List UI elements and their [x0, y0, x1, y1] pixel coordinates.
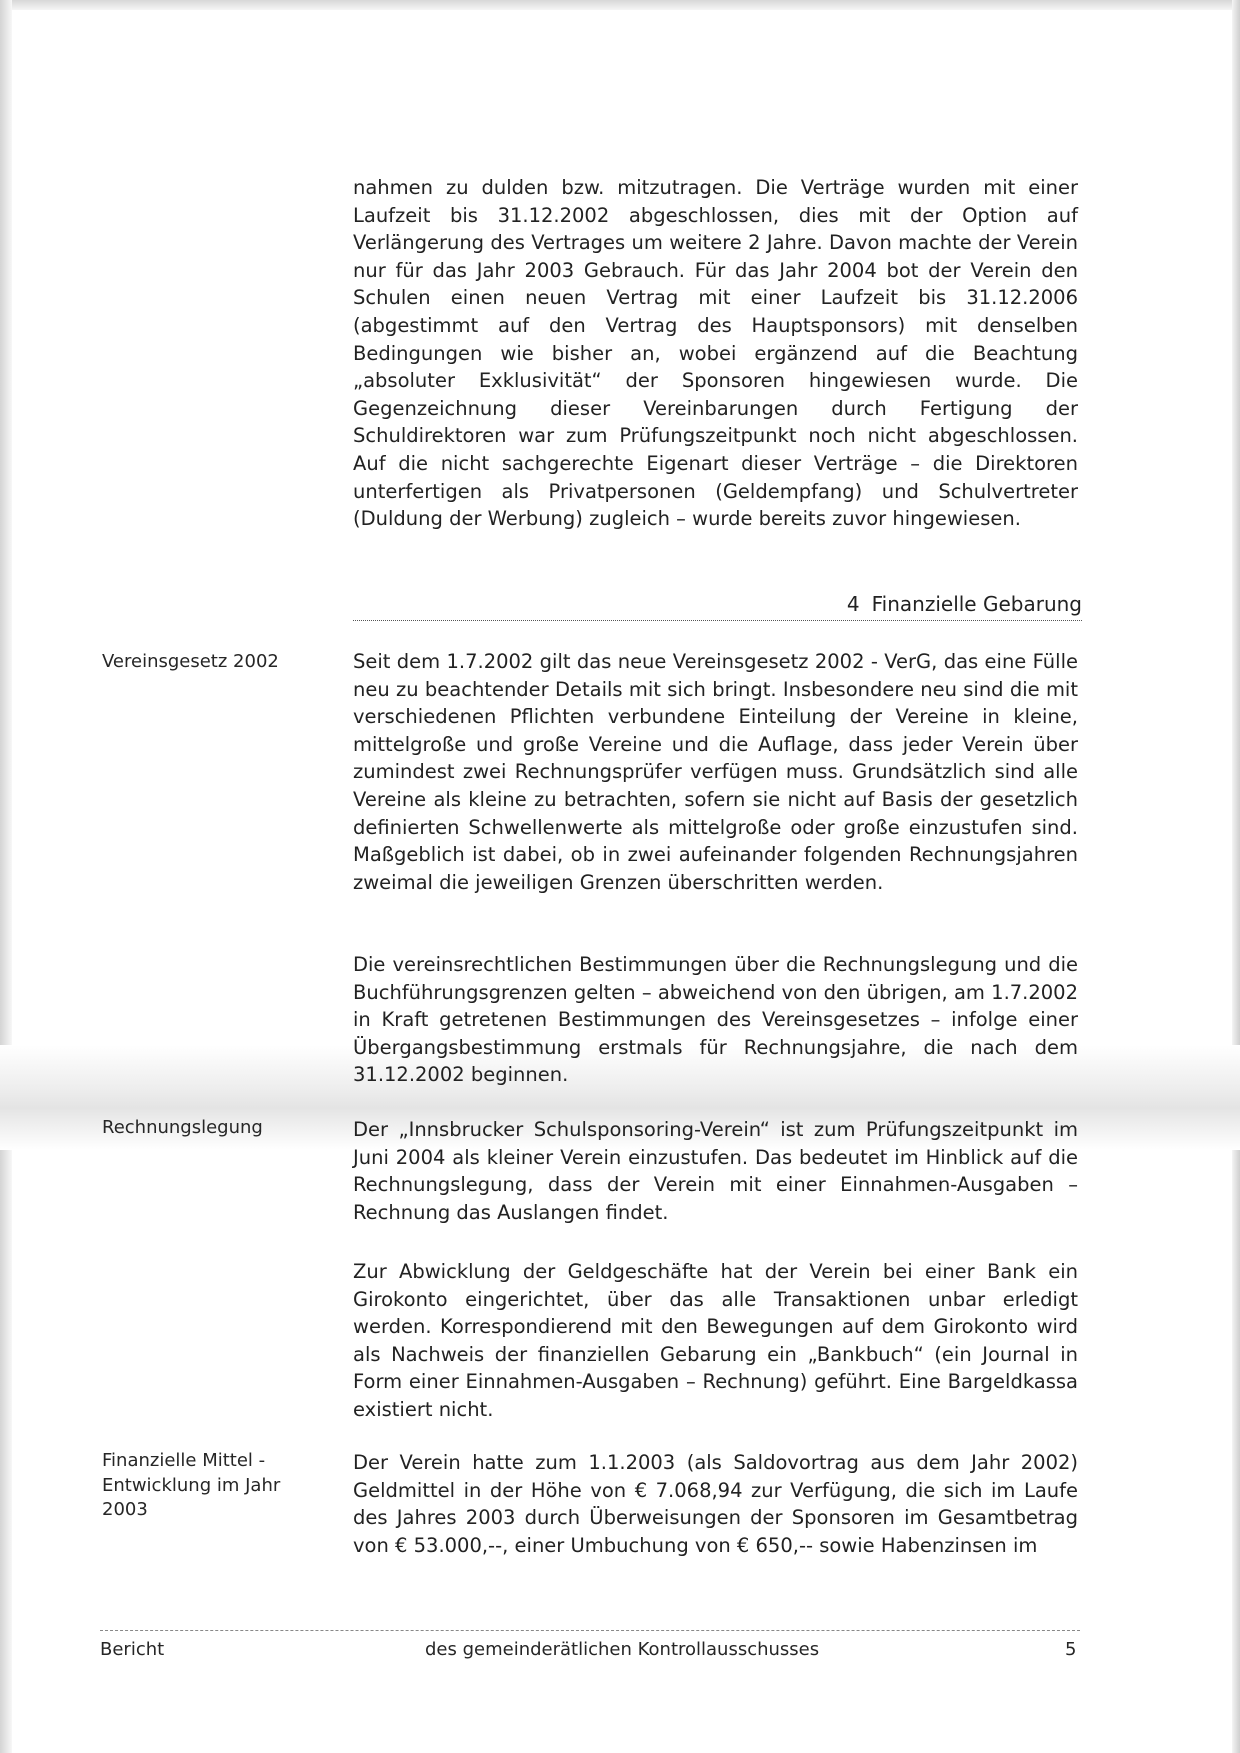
page-number: 5	[1065, 1639, 1077, 1660]
paragraph-geldgeschaefte: Zur Abwicklung der Geldgeschäfte hat der Verein bei einer Bank ein Girokonto eingerichtet, über das alle Transaktionen unbar erledigt werden. Korrespondierend mit den Bewegungen auf dem Girokonto wird als Nachweis der finanziellen Gebarung ein „Bankbuch“ (ein Journal in Form einer Einnahmen-Ausgaben – Rechnung) geführt. Eine Bargeldkassa existiert nicht.	[353, 1260, 1078, 1421]
footer-report-label: Bericht	[100, 1639, 165, 1660]
sidenote-vereinsgesetz: Vereinsgesetz 2002	[102, 651, 279, 672]
section-title: Finanzielle Gebarung	[871, 592, 1082, 616]
paragraph-finanzielle-mittel: Der Verein hatte zum 1.1.2003 (als Saldovortrag aus dem Jahr 2002) Geldmittel in der Höhe von € 7.068,94 zur Verfügung, die sich im Laufe des Jahres 2003 durch Überweisungen der Sponsoren im Gesamtbetrag von € 53.000,--, einer Umbuchung von € 650,-- sowie Habenzinsen im	[353, 1451, 1078, 1557]
section-heading-label	[847, 592, 1082, 616]
paragraph-buchfuehrungsgrenzen: Die vereinsrechtlichen Bestimmungen über die Rechnungslegung und die Buchführungsgrenzen gelten – abweichend von den übrigen, am 1.7.2002 in Kraft getretenen Bestimmungen des Vereinsgesetzes – infolge einer Übergangsbestimmung erstmals für Rechnungsjahre, die nach dem 31.12.2002 beginnen.	[353, 953, 1078, 1087]
footer-divider	[100, 1630, 1080, 1631]
sidenote-finanzielle-mittel: Finanzielle Mittel - Entwicklung im Jahr 2003	[102, 1450, 281, 1520]
sidenote-rechnungslegung: Rechnungslegung	[102, 1117, 263, 1138]
section-heading	[353, 590, 1082, 621]
section-number: 4	[846, 592, 860, 616]
footer-committee: des gemeinderätlichen Kontrollausschusses	[425, 1639, 820, 1660]
paragraph-vereinsgesetz: Seit dem 1.7.2002 gilt das neue Vereinsgesetz 2002 - VerG, das eine Fülle neu zu beachtender Details mit sich bringt. Insbesondere neu sind die mit verschiedenen Pflichten verbundene Einteilung der Vereine in kleine, mittelgroße und große Vereine und die Auflage, dass jeder Verein über zumindest zwei Rechnungsprüfer verfügen muss. Grundsätzlich sind alle Vereine als kleine zu betrachten, sofern sie nicht auf Basis der gesetzlich definierten Schwellenwerte als mittelgroße oder große einzustufen sind. Maßgeblich ist dabei, ob in zwei aufeinander folgenden Rechnungsjahren zweimal die jeweiligen Grenzen überschritten werden.	[353, 650, 1078, 894]
paragraph-contract-terms: nahmen zu dulden bzw. mitzutragen. Die Verträge wurden mit einer Laufzeit bis 31.12.2002 abgeschlossen, dies mit der Option auf Verlängerung des Vertrages um weitere 2 Jahre. Davon machte der Verein nur für das Jahr 2003 Gebrauch. Für das Jahr 2004 bot der Verein den Schulen einen neuen Vertrag mit einer Laufzeit bis 31.12.2006 (abgestimmt auf den Vertrag des Hauptsponsors) mit denselben Bedingungen wie bisher an, wobei ergänzend auf die Beachtung „absoluter Exklusivität“ der Sponsoren hingewiesen wurde. Die Gegenzeichnung dieser Vereinbarungen durch Fertigung der Schuldirektoren war zum Prüfungszeitpunkt noch nicht abgeschlossen. Auf die nicht sachgerechte Eigenart dieser Verträge – die Direktoren unterfertigen als Privatpersonen (Geldempfang) und Schulvertreter (Duldung der Werbung) zugleich – wurde bereits zuvor hingewiesen.	[353, 176, 1078, 531]
paragraph-rechnungslegung: Der „Innsbrucker Schulsponsoring-Verein“ ist zum Prüfungszeitpunkt im Juni 2004 als kleiner Verein einzustufen. Das bedeutet im Hinblick auf die Rechnungslegung, dass der Verein mit einer Einnahmen-Ausgaben – Rechnung das Auslangen findet.	[353, 1118, 1078, 1224]
